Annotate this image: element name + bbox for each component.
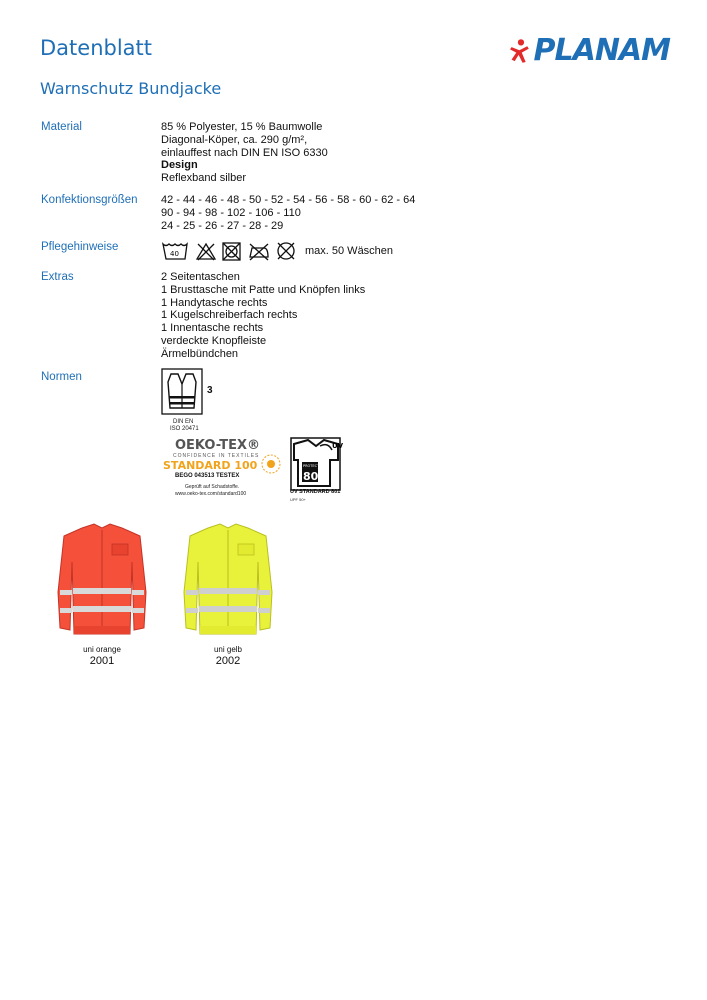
sizes-line: 24 - 25 - 26 - 27 - 28 - 29 (161, 219, 284, 232)
uv-standard-text: UV STANDARD 801 (290, 489, 341, 495)
material-line: Diagonal-Köper, ca. 290 g/m², (161, 133, 308, 146)
uv-small-text: UPF 50+ (290, 497, 306, 502)
oeko-title: OEKO-TEX® (175, 438, 260, 453)
hi-vis-pictogram (161, 368, 221, 436)
no-dry-clean-icon (275, 241, 297, 261)
oeko-note-2: www.oeko-tex.com/standard100 (175, 491, 247, 497)
pictogram-caption-1: DIN EN (173, 419, 194, 425)
sizes-line: 42 - 44 - 46 - 48 - 50 - 52 - 54 - 56 - 58 - 60 - 62 - 64 (161, 194, 416, 206)
no-bleach-icon (195, 241, 217, 261)
design-value: Reflexband silber (161, 172, 246, 185)
extras-label: Extras (41, 271, 74, 283)
extras-line: 2 Seitentaschen (161, 271, 240, 283)
extras-line: verdeckte Knopfleiste (161, 334, 267, 347)
material-label: Material (41, 121, 82, 133)
orange-jacket-image (52, 522, 152, 640)
material-line: einlauffest nach DIN EN ISO 6330 (161, 146, 328, 159)
material-value (161, 121, 328, 185)
product-color-name: uni orange (83, 645, 121, 654)
uv-value: 80 (303, 470, 319, 483)
care-symbols (161, 241, 393, 261)
oeko-sub: CONFIDENCE IN TEXTILES (173, 453, 260, 459)
no-iron-icon (247, 241, 271, 261)
brand-logo (510, 33, 670, 69)
product-yellow[interactable] (178, 522, 278, 667)
product-code: 2001 (89, 655, 115, 667)
design-label: Design (161, 159, 198, 172)
extras-line: 1 Innentasche rechts (161, 322, 264, 335)
brand-name: PLANAM (533, 33, 670, 68)
spec-norms (41, 371, 681, 391)
extras-line: Ärmelbündchen (161, 347, 239, 360)
wash-40-icon (161, 241, 191, 261)
product-code: 2002 (215, 655, 241, 667)
product-title: Warnschutz Bundjacke (40, 79, 222, 98)
sizes-value (161, 194, 415, 232)
norms-label: Normen (41, 371, 82, 383)
wash-temp-label: 40 (170, 250, 179, 258)
oeko-code: BEGO 043513 TESTEX (175, 473, 240, 479)
hi-vis-class: 3 (207, 385, 213, 396)
extras-line: 1 Kugelschreiberfach rechts (161, 309, 298, 322)
sizes-label: Konfektionsgrößen (41, 194, 138, 206)
material-line: 85 % Polyester, 15 % Baumwolle (161, 121, 323, 133)
uv-protect: PROTECT (303, 464, 320, 468)
spec-sizes (41, 194, 681, 234)
pictogram-caption-2: ISO 20471 (170, 426, 199, 432)
page-title: Datenblatt (40, 36, 153, 60)
sizes-line: 90 - 94 - 98 - 102 - 106 - 110 (161, 206, 301, 219)
uv-standard-label (288, 436, 346, 506)
product-color-name: uni gelb (213, 645, 243, 654)
uv-mark: UV (332, 442, 344, 450)
oeko-flower-icon (260, 453, 282, 475)
spec-care (41, 241, 681, 265)
care-label: Pflegehinweise (41, 241, 119, 253)
extras-line: 1 Brusttasche mit Patte und Knöpfen links (161, 283, 366, 296)
uv-shirt-icon (288, 436, 344, 492)
extras-value (161, 271, 365, 361)
oeko-standard: STANDARD 100 (163, 459, 258, 472)
no-tumble-dry-icon (221, 241, 243, 261)
yellow-jacket-image (178, 522, 278, 640)
oeko-note-1: Geprüft auf Schadstoffe. (185, 484, 240, 490)
product-orange[interactable] (52, 522, 152, 667)
hi-vis-vest-icon (161, 368, 207, 416)
care-text: max. 50 Wäschen (305, 244, 394, 257)
spec-extras (41, 271, 681, 363)
planam-figure-icon (510, 34, 534, 68)
spec-material (41, 121, 681, 185)
oeko-tex-label (163, 436, 285, 502)
extras-line: 1 Handytasche rechts (161, 296, 268, 309)
